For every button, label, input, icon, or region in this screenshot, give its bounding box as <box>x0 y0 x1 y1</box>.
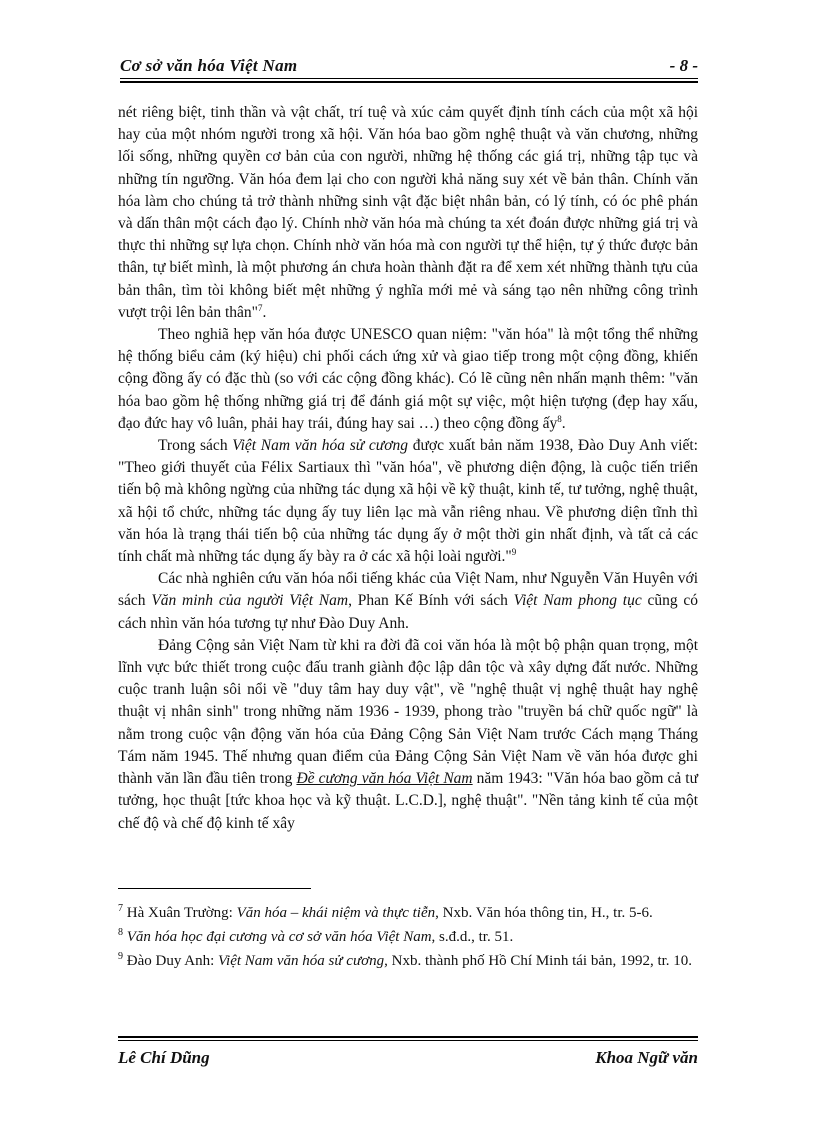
header-rule <box>120 78 698 79</box>
paragraph-4: Các nhà nghiên cứu văn hóa nổi tiếng khác của Việt Nam, như Nguyễn Văn Huyên với sách Văn minh của người Việt Nam, Phan Kế Bính với sách Việt Nam phong tục cũng có cách nhìn văn hóa tương tự như Đào Duy Anh. <box>118 570 698 632</box>
page-number: - 8 - <box>669 56 698 75</box>
paragraph-1: nét riêng biệt, tinh thần và vật chất, trí tuệ và xúc cảm quyết định tính cách của một xã hội hay của một nhóm người trong xã hội. Văn hóa bao gồm nghệ thuật và văn chương, những lối sống, những quyền cơ bản của con người, những hệ thống các giá trị, những tập tục và những tín ngưỡng. Văn hóa đem lại cho con người khả năng suy xét về bản thân. Chính văn hóa làm cho chúng tả trở thành những sinh vật đặc biệt nhân bản, có lý tính, có óc phê phán và dấn thân một cách đạo lý. Chính nhờ văn hóa mà chúng ta xét đoán được những giá trị và thực thi những sự lựa chọn. Chính nhờ văn hóa mà con người tự thể hiện, tự ý thức được bản thân, tự biết mình, là một phương án chưa hoàn thành đặt ra để xem xét những thành tựu của bản thân, tìm tòi không biết mệt những ý nghĩa mới mẻ và sáng tạo nên những công trình vượt trội lên bản thân"$^7$. <box>118 104 698 321</box>
footnote-ref-9[interactable]: 9 <box>511 546 517 557</box>
footnotes <box>118 902 698 974</box>
footer-rule <box>118 1040 698 1041</box>
footer-department: Khoa Ngữ văn <box>595 1048 698 1067</box>
footnote-8: $^8$ Văn hóa học đại cương và cơ sở văn hóa Việt Nam, s.đ.d., tr. 51. <box>118 927 514 945</box>
header-rule-thick <box>120 81 698 83</box>
footnote-ref-8[interactable]: 8 <box>557 413 562 424</box>
paragraph-2: Theo nghiã hẹp văn hóa được UNESCO quan niệm: "văn hóa" là một tổng thể những hệ thống biểu cảm (ký hiệu) chi phối cách ứng xử và giao tiếp trong một cộng đồng, khiến cộng đồng ấy có đặc thù (so với các cộng đồng khác). Có lẽ cũng nên nhấn mạnh thêm: "văn hóa bao gồm hệ thống những giá trị để đánh giá một sự việc, một hiện tượng (đẹp hay xấu, đạo đức hay vô luân, phải hay trái, đúng hay sai …) theo cộng đồng ấy$^8$. <box>118 326 698 432</box>
paragraph-3: Trong sách Việt Nam văn hóa sử cương được xuất bản năm 1938, Đào Duy Anh viết: "Theo giới thuyết của Félix Sartiaux thì "văn hóa", về phương diện động, là cuộc tiến triển tiến bộ mà không ngừng của những tác dụng xã hội về kỹ thuật, kinh tế, tư tưởng, nghệ thuật, xã hội tổ chức, những tác dụng ấy tuy liên lạc mà vẫn riêng nhau. Về phương diện tĩnh thì văn hóa là trạng thái tiến bộ của những tác dụng ấy ở một thời gin nhất định, và tất cả các tính chất mà những tác dụng ấy bày ra ở các xã hội loài người."$^9$ <box>118 437 698 566</box>
footnote-7: $^7$ Hà Xuân Trường: Văn hóa – khái niệm và thực tiễn, Nxb. Văn hóa thông tin, H., tr. 5-6. <box>118 903 653 921</box>
page-footer <box>118 1036 698 1072</box>
book-title: Đề cương văn hóa Việt Nam <box>296 770 473 788</box>
footnote-ref-7[interactable]: 7 <box>258 302 263 313</box>
book-title: Văn minh của người Việt Nam <box>151 592 349 610</box>
page-header <box>120 56 698 80</box>
book-title: Việt Nam phong tục <box>513 592 642 610</box>
footnote-9: $^9$ Đào Duy Anh: Việt Nam văn hóa sử cương, Nxb. thành phố Hồ Chí Minh tái bản, 1992, tr. 10. <box>118 951 693 969</box>
footer-author: Lê Chí Dũng <box>118 1048 210 1067</box>
footer-rule-thick <box>118 1036 698 1038</box>
body-text <box>118 102 698 835</box>
paragraph-5: Đảng Cộng sản Việt Nam từ khi ra đời đã coi văn hóa là một bộ phận quan trọng, một lĩnh vực bức thiết trong cuộc đấu tranh giành độc lập dân tộc và xây dựng đất nước. Những cuộc tranh luận sôi nổi về "duy tâm hay duy vật", về "nghệ thuật vị nghệ thuật hay nghệ thuật vị nhân sinh" trong những năm 1936 - 1939, phong trào "truyền bá chữ quốc ngữ" là nằm trong cuộc vận động văn hóa của Đảng Cộng Sản Việt Nam trước Cách mạng Tháng Tám năm 1945. Thế nhưng quan điểm của Đảng Cộng Sản Việt Nam về văn hóa được ghi thành văn lần đầu tiên trong Đề cương văn hóa Việt Nam năm 1943: "Văn hóa bao gồm cả tư tưởng, học thuật [tức khoa học và kỹ thuật. L.C.D.], nghệ thuật". "Nền tảng kinh tế của một chế độ và chế độ kinh tế xây <box>118 636 698 832</box>
footnote-separator <box>118 888 311 889</box>
book-title: Việt Nam văn hóa sử cương <box>232 437 409 455</box>
header-title: Cơ sở văn hóa Việt Nam <box>120 56 298 75</box>
